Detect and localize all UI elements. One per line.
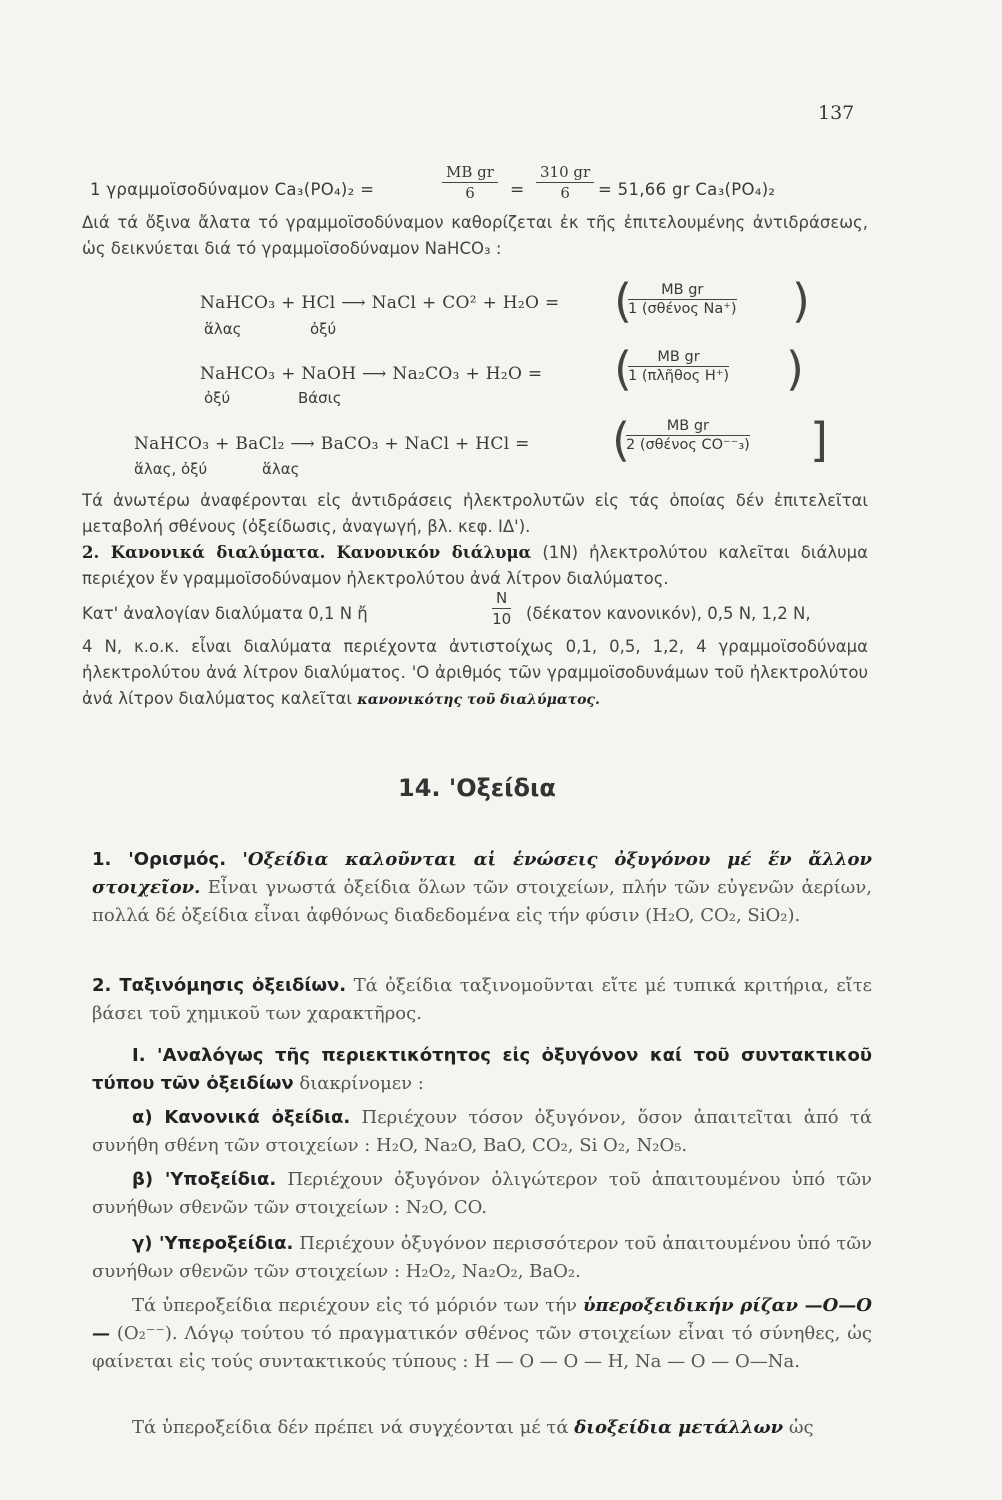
- normality-term: κανονικότης τοῦ διαλύματος.: [357, 692, 600, 708]
- suboxides-text: Περιέχουν ὀξυγόνον ὀλιγώτερον τοῦ ἀπαιτουμένου ὑπό τῶν συνήθων σθενῶν τῶν στοιχείων : N₂O, CO.: [92, 1169, 872, 1218]
- eq-equals: =: [510, 180, 525, 200]
- eq-top-frac1: [442, 163, 498, 202]
- paren-left-1: (: [614, 274, 632, 328]
- normal-solutions-heading: 2. Κανονικά διαλύματα.: [82, 543, 326, 562]
- reaction-1-label-b: ὀξύ: [310, 320, 337, 338]
- paragraph-normal-solutions: [82, 540, 868, 592]
- section-classification: [92, 972, 872, 1028]
- section-I-heading: I. 'Αναλόγως τῆς περιεκτικότητος εἰς ὀξυγόνον καί τοῦ συντακτικοῦ τύπου τῶν ὀξειδίων: [92, 1045, 872, 1094]
- chapter-title: 14. 'Οξείδια: [398, 774, 556, 802]
- section-I-text: διακρίνομεν :: [299, 1073, 424, 1094]
- paren-right-2: ): [786, 342, 804, 396]
- paren-right-1: ): [792, 274, 810, 328]
- definition-italic: 'Οξείδια καλοῦνται αἱ ἑνώσεις ὀξυγόνου μέ ἕν ἄλλον στοιχεῖον.: [92, 849, 872, 898]
- section-I: [92, 1042, 872, 1098]
- reaction-3-label-b: ἅλας: [262, 460, 300, 478]
- reaction-3-frac: [626, 418, 750, 453]
- definition-text: Εἶναι γνωστά ὀξείδια ὅλων τῶν στοιχείων, πλήν τῶν εὐγενῶν ἀερίων, πολλά δέ ὀξείδια εἶναι ἀφθόνως διαδεδομένα εἰς τήν φύσιν (H₂O, CO₂, SiO₂).: [92, 877, 872, 926]
- page-number: 137: [818, 102, 855, 124]
- reaction-1-frac: [628, 282, 737, 317]
- reaction-1: NaHCO₃ + HCl ⟶ NaCl + CO² + H₂O =: [200, 293, 560, 313]
- paren-left-3: (: [612, 413, 630, 467]
- p3-start: Κατ' ἀναλογίαν διαλύματα 0,1 N ἤ: [82, 604, 368, 623]
- normal-oxides-heading: α) Κανονικά ὀξείδια.: [132, 1107, 351, 1128]
- frac1-num: MB gr: [442, 163, 498, 183]
- paragraph-electrolytes: Τά ἀνωτέρω ἀναφέρονται εἰς ἀντιδράσεις ἠλεκτρολυτῶν εἰς τάς ὁποίας δέν ἐπιτελεῖται μεταβολή σθένους (ὀξείδωσις, ἀναγωγή, βλ. κεφ. ΙΔ').: [82, 491, 868, 536]
- reaction-2-label-b: Βάσις: [298, 389, 342, 407]
- eq-top-lhs: 1 γραμμοϊσοδύναμον Ca₃(PO₄)₂ =: [90, 180, 375, 199]
- paren-right-3: ]: [810, 413, 828, 467]
- reaction-3-num: MB gr: [626, 418, 750, 436]
- reaction-2: NaHCO₃ + NaOH ⟶ Na₂CO₃ + H₂O =: [200, 364, 543, 384]
- paragraph-last: [92, 1414, 872, 1442]
- reaction-2-num: MB gr: [628, 349, 729, 367]
- reaction-2-frac: [628, 349, 729, 384]
- reaction-1-den: 1 (σθένος Na⁺): [628, 301, 737, 317]
- paren-left-2: (: [614, 342, 632, 396]
- item-peroxides: [92, 1230, 872, 1286]
- last-text: Τά ὑπεροξείδια δέν πρέπει νά συγχέονται μέ τά: [132, 1417, 569, 1438]
- reaction-1-label-a: ἅλας: [204, 320, 242, 338]
- peroxide-root-italic: ὑπεροξειδικήν ρίζαν —O—O—: [92, 1295, 872, 1344]
- frac1-den: 6: [465, 184, 475, 202]
- paragraph-peroxide-root: [92, 1292, 872, 1376]
- classification-text: Τά ὀξείδια ταξινομοῦνται εἴτε μέ τυπικά κριτήρια, εἴτε βάσει τοῦ χημικοῦ των χαρακτῆρος.: [92, 975, 872, 1024]
- p3-frac-num: N: [492, 589, 511, 609]
- reaction-2-den: 1 (πλῆθος H⁺): [628, 368, 730, 384]
- peroxide-root-text: Τά ὑπεροξείδια περιέχουν εἰς τό μόριόν των τήν: [132, 1295, 577, 1316]
- classification-heading: 2. Ταξινόμησις ὀξειδίων.: [92, 975, 347, 996]
- paragraph-normality: [82, 634, 868, 713]
- item-normal-oxides: [92, 1104, 872, 1160]
- peroxide-root-rest: (O₂⁻⁻). Λόγῳ τούτου τό πραγματικόν σθένος τῶν στοιχείων εἶναι τό σύνηθες, ὡς φαίνεται εἰς τούς συντακτικούς τύπους : H — O — O — H, Na — O — O—Na.: [92, 1323, 872, 1372]
- p3-end: (δέκατον κανονικόν), 0,5 N, 1,2 N,: [526, 604, 811, 623]
- definition-heading: 1. 'Ορισμός.: [92, 849, 227, 870]
- reaction-3: NaHCO₃ + BaCl₂ ⟶ BaCO₃ + NaCl + HCl =: [134, 434, 530, 454]
- eq-top-result: = 51,66 gr Ca₃(PO₄)₂: [598, 180, 776, 199]
- frac2-num: 310 gr: [536, 163, 594, 183]
- suboxides-heading: β) 'Υποξείδια.: [132, 1169, 277, 1190]
- frac2-den: 6: [560, 184, 570, 202]
- p3-frac-den: 10: [492, 610, 512, 628]
- peroxides-text: Περιέχουν ὀξυγόνον περισσότερον τοῦ ἀπαιτουμένου ὑπό τῶν συνήθων σθενῶν τῶν στοιχείων : H₂O₂, Na₂O₂, BaO₂.: [92, 1233, 872, 1282]
- normal-oxides-text: Περιέχουν τόσον ὀξυγόνον, ὅσον ἀπαιτεῖται ἀπό τά συνήθη σθένη τῶν στοιχείων : H₂O, Na₂O, BaO, CO₂, Si O₂, N₂O₅.: [92, 1107, 872, 1156]
- item-suboxides: [92, 1166, 872, 1222]
- eq-top-frac2: [536, 163, 594, 202]
- last-italic: διοξείδια μετάλλων: [574, 1417, 784, 1438]
- reaction-3-den: 2 (σθένος CO⁻⁻₃): [626, 437, 750, 453]
- reaction-3-label-a: ἅλας, ὀξύ: [134, 460, 208, 478]
- reaction-1-num: MB gr: [628, 282, 737, 300]
- reaction-2-label-a: ὀξύ: [204, 389, 231, 407]
- normal-solution-term: Κανονικόν διάλυμα: [336, 543, 532, 562]
- normality-text: 4 N, κ.ο.κ. εἶναι διαλύματα περιέχοντα ἀντιστοίχως 0,1, 0,5, 1,2, 4 γραμμοϊσοδύναμα ἠλεκτρολύτου ἀνά λίτρον διαλύματος. 'Ο ἀριθμός τῶν γραμμοϊσοδυνάμων τοῦ ἠλεκτρολύτου ἀνά λίτρον διαλύματος καλεῖται: [82, 637, 868, 708]
- section-definition: [92, 846, 872, 930]
- intro-paragraph: Διά τά ὄξινα ἄλατα τό γραμμοϊσοδύναμον καθορίζεται ἐκ τῆς ἐπιτελουμένης ἀντιδράσεως, ὡς δεικνύεται διά τό γραμμοϊσοδύναμον NaHCO₃ :: [82, 213, 868, 258]
- p3-frac: [492, 589, 511, 628]
- peroxides-heading: γ) 'Υπεροξείδια.: [132, 1233, 294, 1254]
- normal-solution-text: (1N) ἠλεκτρολύτου καλεῖται διάλυμα περιέχον ἕν γραμμοϊσοδύναμον ἠλεκτρολύτου ἀνά λίτρον διαλύματος.: [82, 543, 869, 588]
- last-end: ὡς: [788, 1417, 814, 1438]
